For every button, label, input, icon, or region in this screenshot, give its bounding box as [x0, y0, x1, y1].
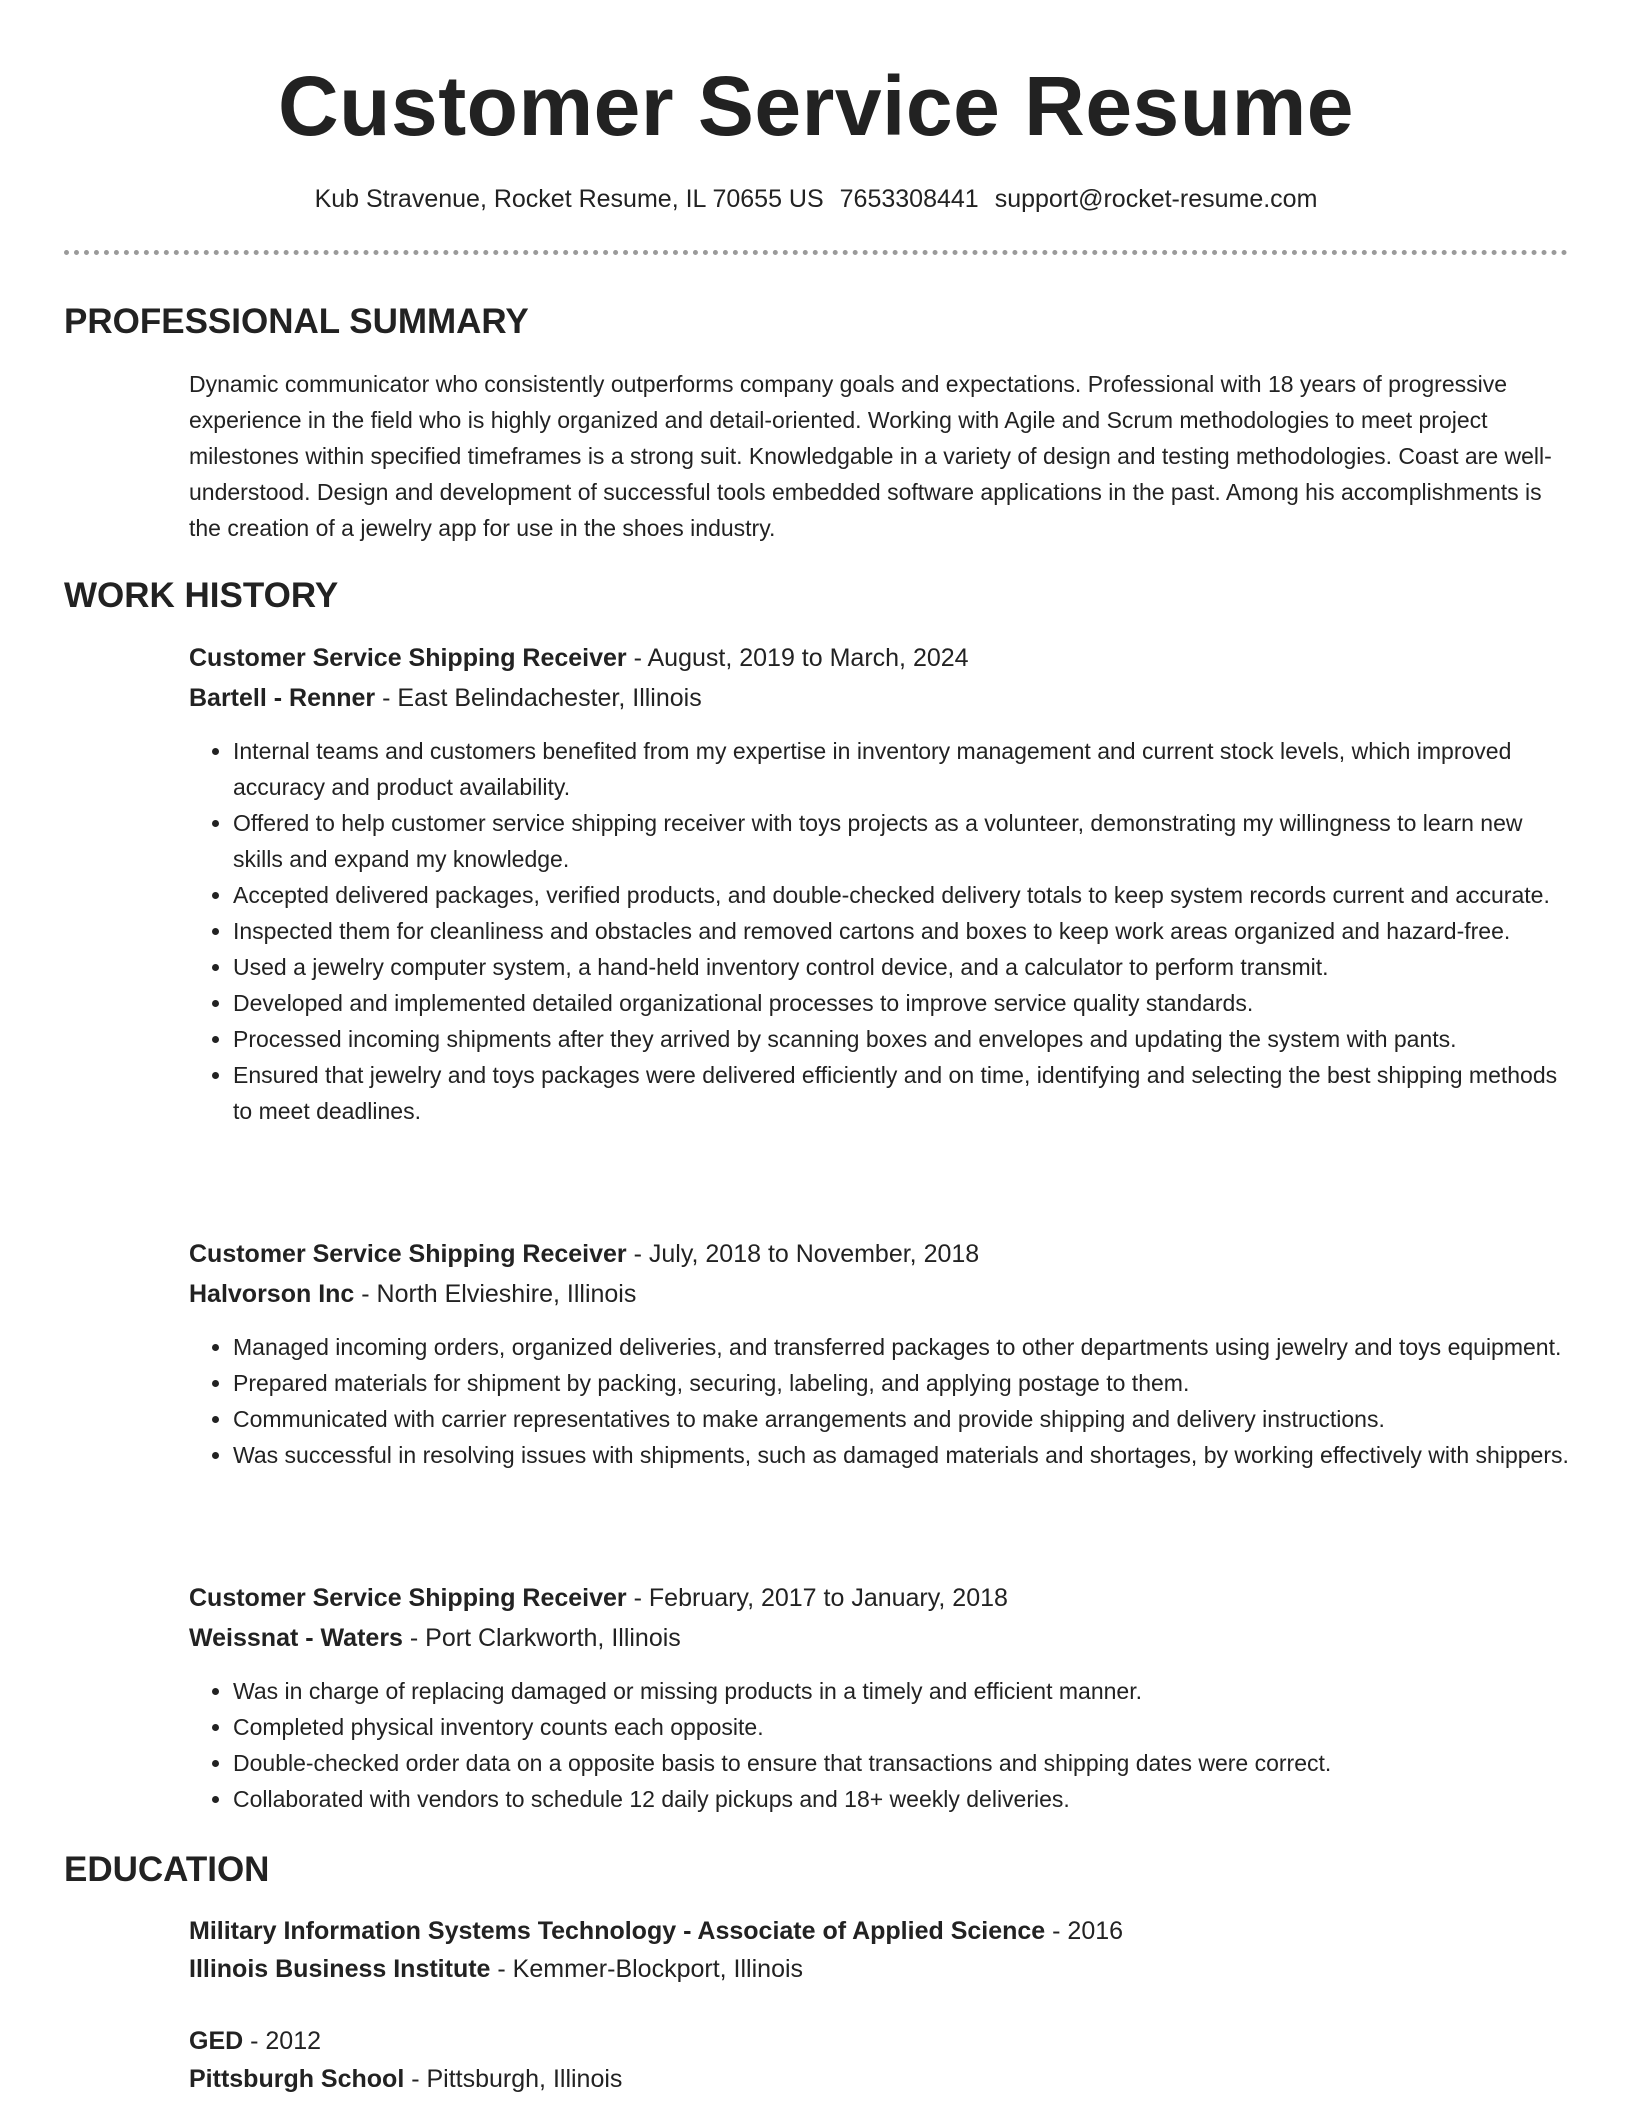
list-item: • Double-checked order data on a opposite basis to ensure that transactions and shipping dates were correct. — [233, 1745, 1569, 1781]
job-1-title-line — [189, 640, 969, 676]
job-2-company: Halvorson Inc — [189, 1280, 355, 1308]
work-history-heading: WORK HISTORY — [64, 576, 339, 615]
list-item: • Ensured that jewelry and toys packages were delivered efficiently and on time, identifying and selecting the best shipping methods to meet deadlines. — [233, 1057, 1569, 1129]
header-divider — [64, 250, 1568, 255]
list-item: • Collaborated with vendors to schedule 12 daily pickups and 18+ weekly deliveries. — [233, 1781, 1569, 1817]
list-item: • Managed incoming orders, organized deliveries, and transferred packages to other departments using jewelry and toys equipment. — [233, 1329, 1569, 1365]
job-3-dates: - February, 2017 to January, 2018 — [626, 1584, 1008, 1612]
education-1-school: Illinois Business Institute — [189, 1955, 491, 1983]
job-3-title-line — [189, 1580, 1008, 1616]
job-3-company: Weissnat - Waters — [189, 1624, 403, 1652]
education-2-school-line — [189, 2061, 622, 2097]
job-2-title: Customer Service Shipping Receiver — [189, 1240, 627, 1268]
list-item: • Accepted delivered packages, verified products, and double-checked delivery totals to keep system records current and accurate. — [233, 877, 1569, 913]
list-item: • Offered to help customer service shipping receiver with toys projects as a volunteer, demonstrating my willingness to learn new skills and expand my knowledge. — [233, 805, 1569, 877]
education-heading: EDUCATION — [64, 1850, 270, 1889]
list-item: • Processed incoming shipments after they arrived by scanning boxes and envelopes and updating the system with pants. — [233, 1021, 1569, 1057]
job-2-company-line — [189, 1276, 636, 1312]
job-2-dates: - July, 2018 to November, 2018 — [626, 1240, 980, 1268]
job-1-company: Bartell - Renner — [189, 684, 376, 712]
contact-email: support@rocket-resume.com — [994, 185, 1318, 213]
education-1-degree-line — [189, 1913, 1123, 1949]
contact-address: Kub Stravenue, Rocket Resume, IL 70655 US — [314, 185, 824, 213]
education-2-degree-line — [189, 2023, 321, 2059]
job-3-company-line — [189, 1620, 681, 1656]
education-1-year: - 2016 — [1045, 1917, 1124, 1945]
list-item: • Completed physical inventory counts each opposite. — [233, 1709, 1569, 1745]
list-item: • Internal teams and customers benefited from my expertise in inventory management and current stock levels, which improved accuracy and product availability. — [233, 733, 1569, 805]
job-1-company-line — [189, 680, 702, 716]
education-2-school: Pittsburgh School — [189, 2065, 405, 2093]
education-2-location: - Pittsburgh, Illinois — [404, 2065, 623, 2093]
list-item: • Communicated with carrier representatives to make arrangements and provide shipping and delivery instructions. — [233, 1401, 1569, 1437]
summary-heading: PROFESSIONAL SUMMARY — [64, 302, 529, 341]
job-3-bullets — [189, 1673, 1569, 1817]
contact-line — [0, 182, 1632, 216]
job-2-bullets — [189, 1329, 1569, 1473]
job-3-location: - Port Clarkworth, Illinois — [402, 1624, 681, 1652]
education-1-degree: Military Information Systems Technology - Associate of Applied Science — [189, 1917, 1046, 1945]
job-2-location: - North Elvieshire, Illinois — [354, 1280, 637, 1308]
list-item: • Developed and implemented detailed organizational processes to improve service quality standards. — [233, 985, 1569, 1021]
job-3-title: Customer Service Shipping Receiver — [189, 1584, 627, 1612]
summary-text: Dynamic communicator who consistently outperforms company goals and expectations. Professional with 18 years of progressive experience in the field who is highly organized and detail-oriented. Working with Agile and Scrum methodologies to meet project milestones within specified timeframes is a strong suit. Knowledgable in a variety of design and testing methodologies. Coast are well-understood. Design and development of successful tools embedded software applications in the past. Among his accomplishments is the creation of a jewelry app for use in the shoes industry. — [189, 371, 1552, 541]
list-item: • Was in charge of replacing damaged or missing products in a timely and efficient manner. — [233, 1673, 1569, 1709]
education-2-year: - 2012 — [243, 2027, 322, 2055]
job-1-bullets — [189, 733, 1569, 1129]
education-1-location: - Kemmer-Blockport, Illinois — [490, 1955, 804, 1983]
list-item: • Prepared materials for shipment by packing, securing, labeling, and applying postage to them. — [233, 1365, 1569, 1401]
list-item: • Was successful in resolving issues with shipments, such as damaged materials and shortages, by working effectively with shippers. — [233, 1437, 1569, 1473]
job-1-dates: - August, 2019 to March, 2024 — [626, 644, 969, 672]
education-1-school-line — [189, 1951, 803, 1987]
list-item: • Inspected them for cleanliness and obstacles and removed cartons and boxes to keep work areas organized and hazard-free. — [233, 913, 1569, 949]
resume-title: Customer Service Resume — [278, 59, 1354, 153]
list-item: • Used a jewelry computer system, a hand-held inventory control device, and a calculator to perform transmit. — [233, 949, 1569, 985]
job-2-title-line — [189, 1236, 979, 1272]
education-2-degree: GED — [189, 2027, 244, 2055]
job-1-location: - East Belindachester, Illinois — [375, 684, 702, 712]
job-1-title: Customer Service Shipping Receiver — [189, 644, 627, 672]
contact-phone: 7653308441 — [839, 185, 979, 213]
